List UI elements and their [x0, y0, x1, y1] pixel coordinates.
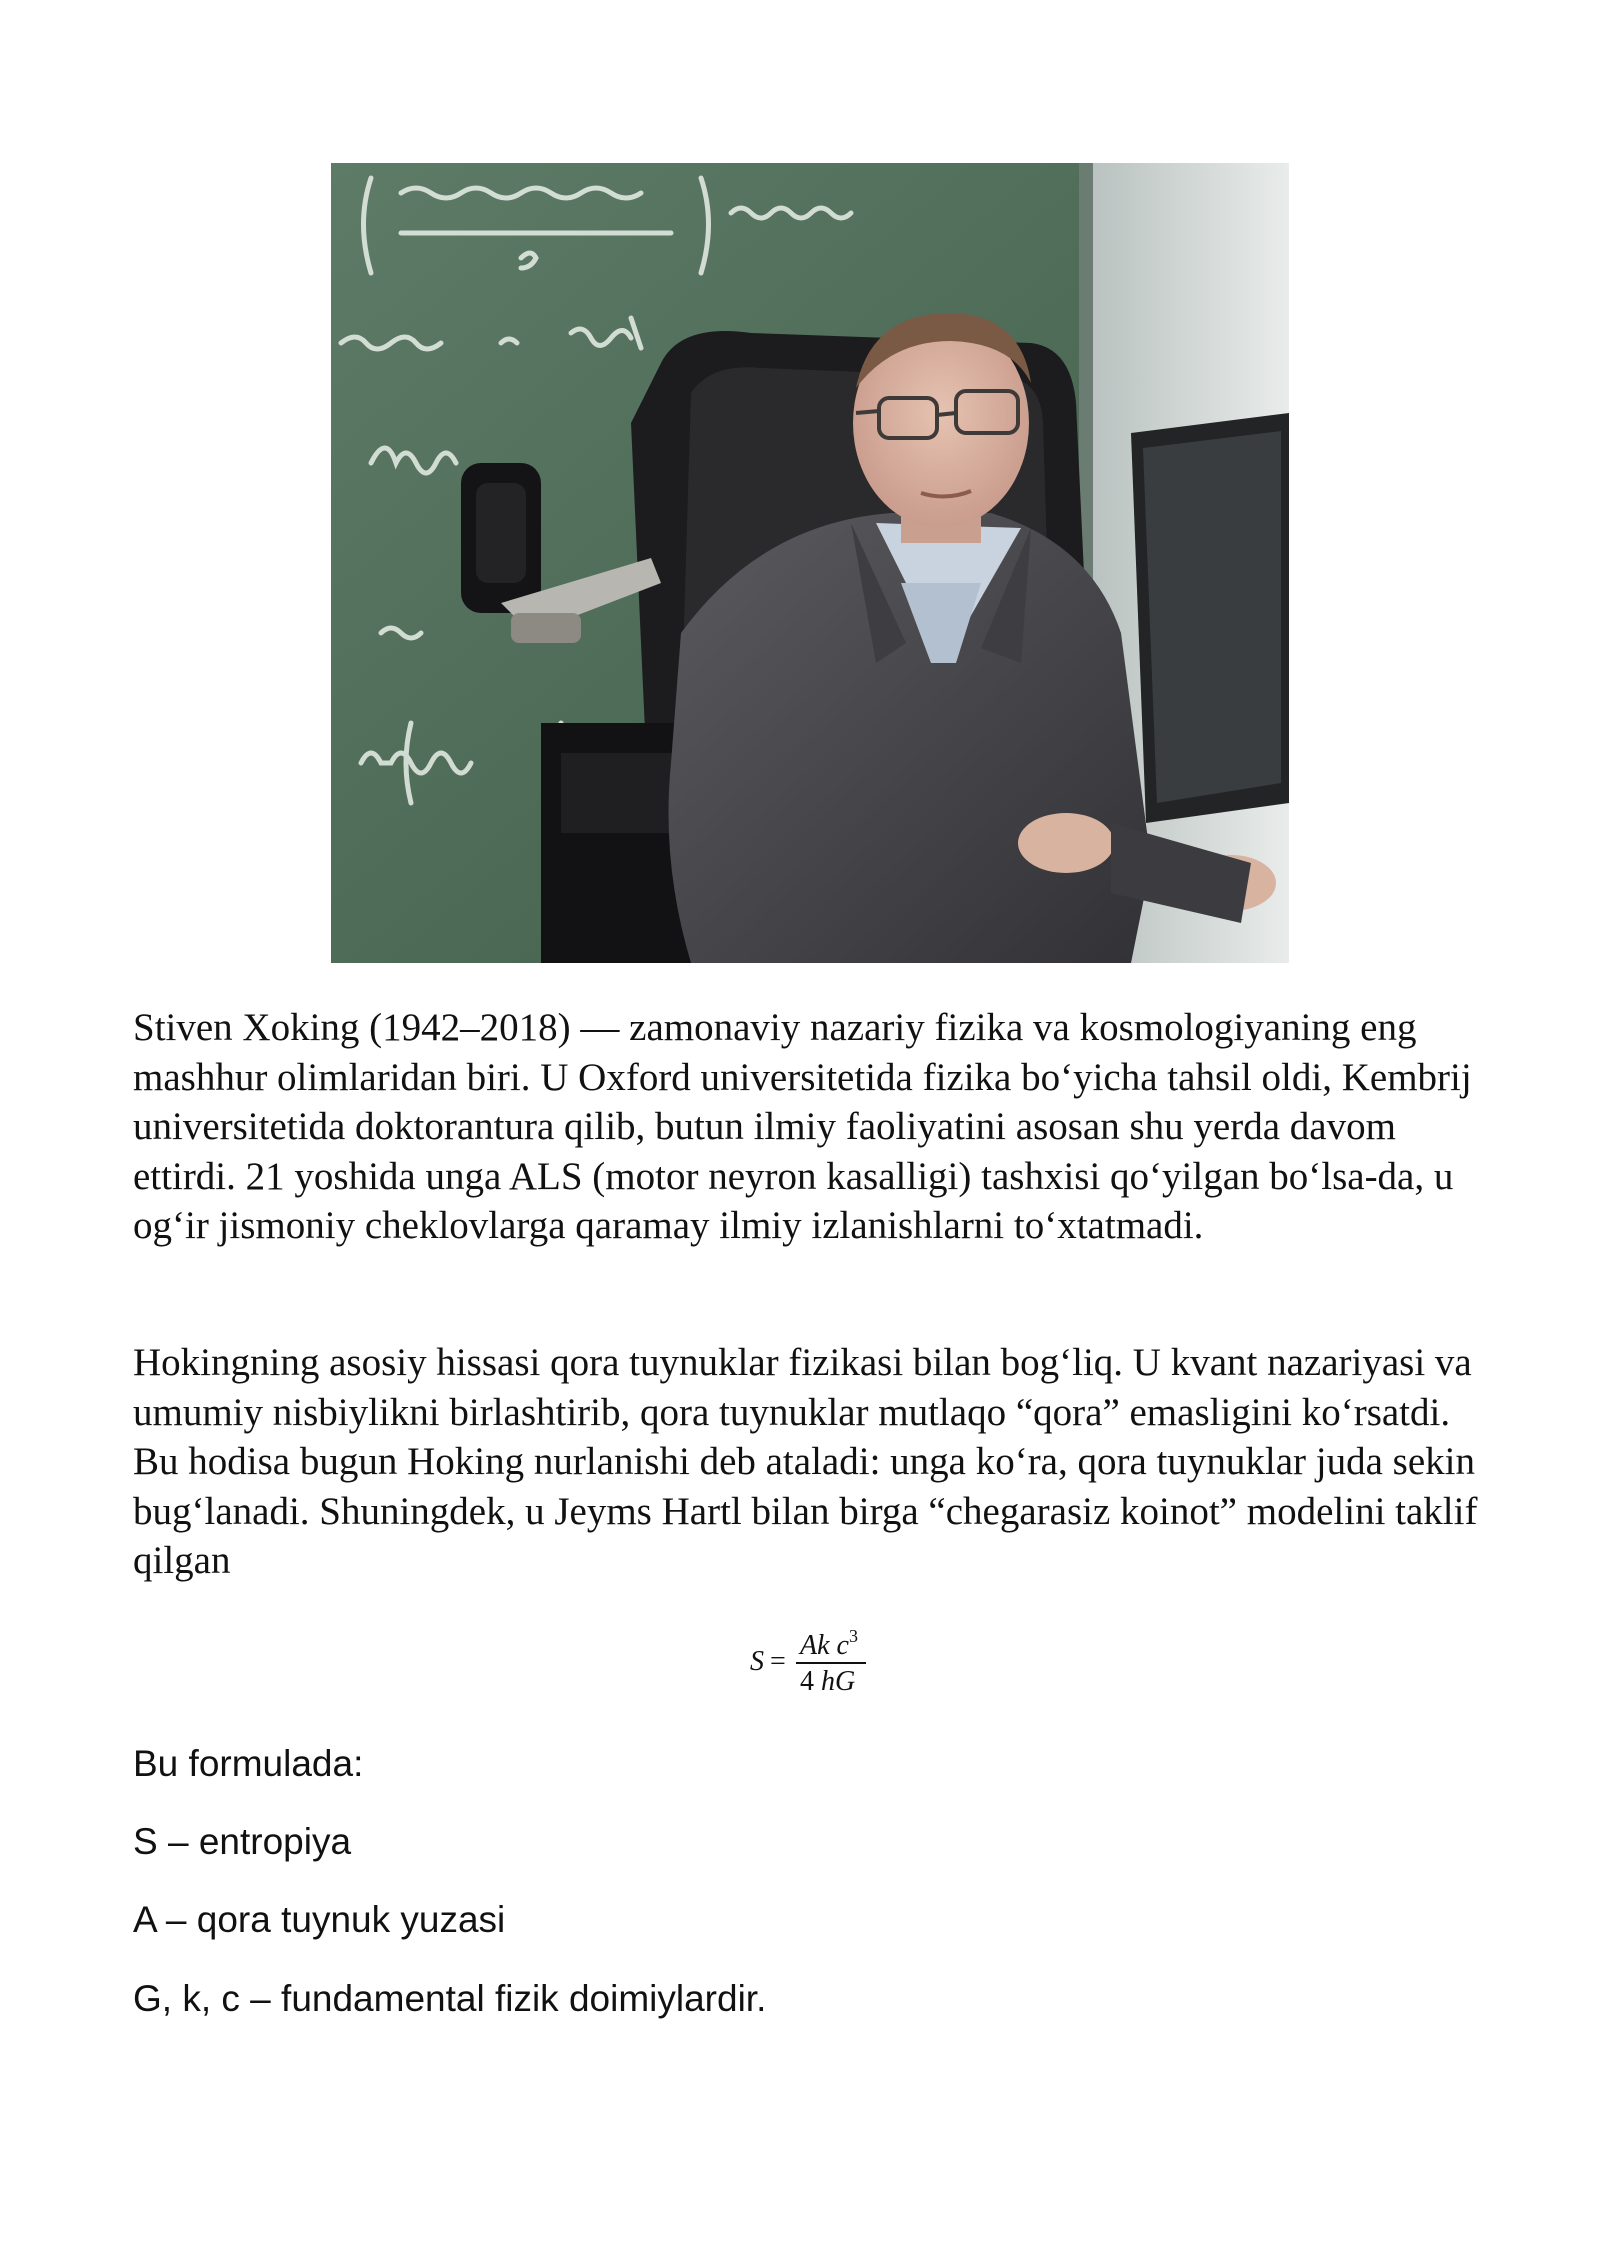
formula-numerator-vars: Ak c	[800, 1630, 849, 1661]
formula-denominator	[800, 1666, 855, 1698]
entropy-formula	[748, 1620, 888, 1700]
portrait-photo	[331, 163, 1289, 963]
fraction-bar	[796, 1662, 866, 1664]
formula-lhs: S	[750, 1646, 764, 1677]
formula-denominator-number: 4	[800, 1666, 814, 1697]
paragraph-biography: Stiven Xoking (1942–2018) — zamonaviy nazariy fizika va kosmologiyaning eng mashhur olimlaridan biri. U Oxford universitetida fizika bo‘yicha tahsil oldi, Kembrij universitetida doktorantura qilib, butun ilmiy faoliyatini asosan shu yerda davom ettirdi. 21 yoshida unga ALS (motor neyron kasalligi) tashxisi qo‘yilgan bo‘lsa-da, u og‘ir jismoniy cheklovlarga qaramay ilmiy izlanishlarni to‘xtatmadi.	[133, 1006, 1472, 1247]
paragraph-contribution: Hokingning asosiy hissasi qora tuynuklar fizikasi bilan bog‘liq. U kvant nazariyasi va umumiy nisbiylikni birlashtirib, qora tuynuklar mutlaqo “qora” emasligini ko‘rsatdi. Bu hodisa bugun Hoking nurlanishi deb ataladi: unga ko‘ra, qora tuynuklar juda sekin bug‘lanadi. Shuningdek, u Jeyms Hartl bilan birga “chegarasiz koinot” modelini taklif qilgan	[133, 1341, 1478, 1582]
legend-item-constants: G, k, c – fundamental fizik doimiylardir.	[133, 1978, 767, 2019]
legend-item-area: A – qora tuynuk yuzasi	[133, 1899, 506, 1940]
legend-intro: Bu formulada:	[133, 1743, 364, 1784]
formula-denominator-vars: hG	[821, 1666, 856, 1697]
formula-numerator	[800, 1626, 858, 1662]
formula-exponent: 3	[848, 1626, 858, 1646]
formula-equals: =	[770, 1646, 786, 1677]
legend-item-entropy: S – entropiya	[133, 1821, 352, 1862]
